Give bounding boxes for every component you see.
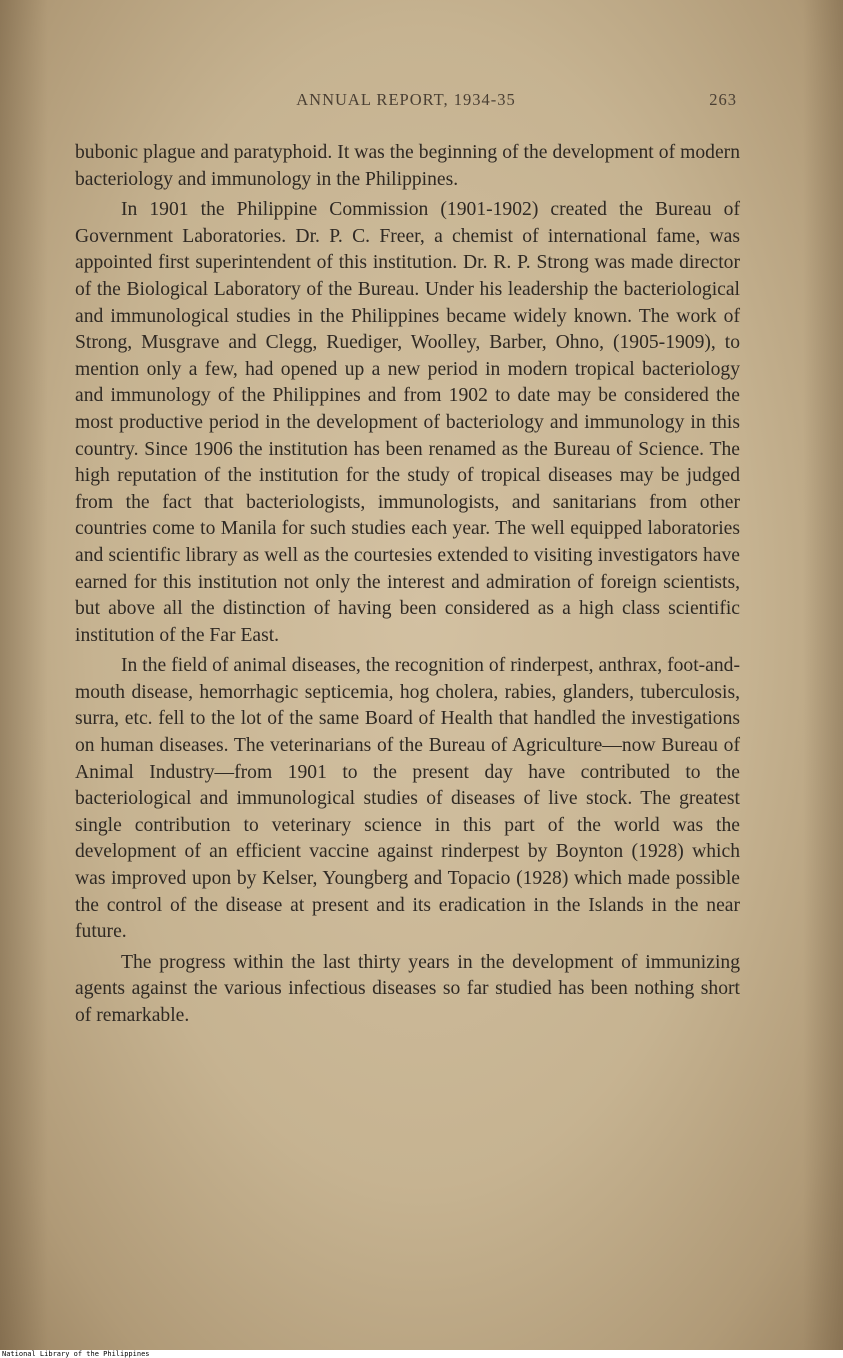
body-text xyxy=(75,140,740,1034)
paragraph-continuation: bubonic plague and paratyphoid. It was the beginning of the development of modern bacteriology and immunology in the Philippines. xyxy=(75,142,740,190)
page-shadow-right xyxy=(803,0,843,1350)
running-header xyxy=(75,90,737,114)
page-shadow-left xyxy=(0,0,48,1350)
page-number: 263 xyxy=(709,90,737,109)
header-title: ANNUAL REPORT, 1934-35 xyxy=(296,90,516,109)
library-credit: National Library of the Philippines xyxy=(2,1350,150,1358)
paragraph-bureau-history: In 1901 the Philippine Commission (1901-1902) created the Bureau of Government Laboratories. Dr. P. C. Freer, a chemist of international fame, was appointed first superintendent of this institution. Dr. R. P. Strong was made director of the Biological Laboratory of the Bureau. Under his leadership the bacteriological and immunological studies in the Philippines became widely known. The work of Strong, Musgrave and Clegg, Ruediger, Woolley, Barber, Ohno, (1905-1909), to mention only a few, had opened up a new period in modern tropical bacteriology and immunology of the Philippines and from 1902 to date may be considered the most productive period in the development of bacteriology and immunology in this country. Since 1906 the institution has been renamed as the Bureau of Science. The high reputation of the institution for the study of tropical diseases may be judged from the fact that bacteriologists, immunologists, and sanitarians from other countries come to Manila for such studies each year. The well equipped laboratories and scientific library as well as the courtesies extended to visiting investigators have earned for this institution not only the interest and admiration of foreign scientists, but above all the distinction of having been considered as a high class scientific institution of the Far East. xyxy=(75,199,740,646)
paragraph-progress: The progress within the last thirty years in the development of immunizing agents against the various infectious diseases so far studied has been nothing short of remarkable. xyxy=(75,951,740,1026)
paragraph-animal-diseases: In the field of animal diseases, the recognition of rinderpest, anthrax, foot-and-mouth disease, hemorrhagic septicemia, hog cholera, rabies, glanders, tuberculosis, surra, etc. fell to the lot of the same Board of Health that handled the investigations on human diseases. The veterinarians of the Bureau of Agriculture—now Bureau of Animal Industry—from 1901 to the present day have contributed to the bacteriological and immunological studies of diseases of live stock. The greatest single contribution to veterinary science in this part of the world was the development of an efficient vaccine against rinderpest by Boynton (1928) which was improved upon by Kelser, Youngberg and Topacio (1928) which made possible the control of the disease at present and its eradication in the Islands in the near future. xyxy=(75,655,740,943)
